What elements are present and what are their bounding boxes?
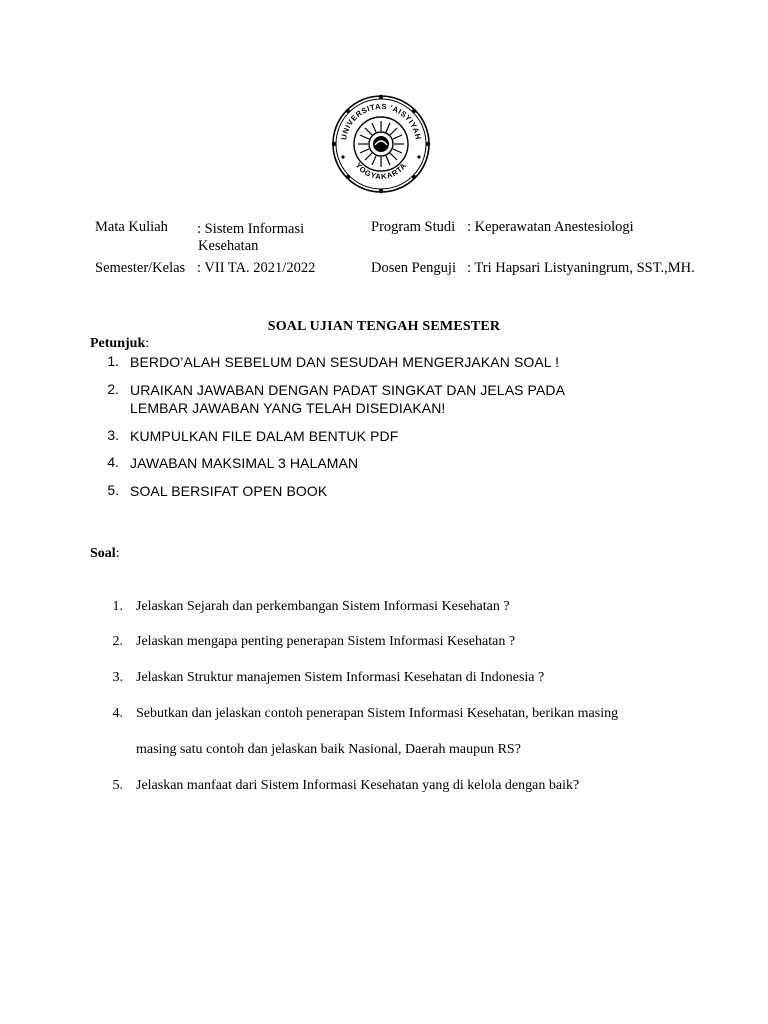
question-text: Jelaskan mengapa penting penerapan Sistem Informasi Kesehatan ? xyxy=(136,634,516,649)
program-studi-value: : Keperawatan Anestesiologi xyxy=(467,219,634,235)
petunjuk-heading xyxy=(90,336,149,352)
question-number: 1. xyxy=(112,599,123,614)
question-number: 3. xyxy=(112,670,123,685)
soal-heading xyxy=(90,546,120,562)
petunjuk-colon: : xyxy=(145,336,150,351)
logo-ring-text-top: UNIVERSITAS 'AISYIYAH xyxy=(339,101,423,141)
instruction-number: 2. xyxy=(107,381,119,397)
question-text: Jelaskan Struktur manajemen Sistem Informasi Kesehatan di Indonesia ? xyxy=(136,670,545,685)
instruction-number: 5. xyxy=(107,482,119,498)
soal-colon: : xyxy=(115,546,120,561)
dosen-value: : Tri Hapsari Listyaningrum, SST.,MH. xyxy=(467,260,695,276)
question-text: Sebutkan dan jelaskan contoh penerapan Sistem Informasi Kesehatan, berikan masing xyxy=(136,706,619,721)
mata-kuliah-label: Mata Kuliah xyxy=(95,219,168,235)
soal-label: Soal xyxy=(90,546,116,561)
university-logo xyxy=(330,93,432,195)
semester-label: Semester/Kelas xyxy=(95,260,186,276)
program-studi-label: Program Studi xyxy=(371,219,456,235)
petunjuk-label: Petunjuk xyxy=(90,336,146,351)
instruction-number: 1. xyxy=(107,353,119,369)
semester-value: : VII TA. 2021/2022 xyxy=(197,260,316,276)
instruction-text: URAIKAN JAWABAN DENGAN PADAT SINGKAT DAN JELAS PADA xyxy=(130,382,566,398)
university-seal-icon xyxy=(330,93,432,195)
instruction-number: 4. xyxy=(107,454,119,470)
instruction-number: 3. xyxy=(107,427,119,443)
instruction-text: LEMBAR JAWABAN YANG TELAH DISEDIAKAN! xyxy=(130,400,446,416)
question-text: Jelaskan manfaat dari Sistem Informasi Kesehatan yang di kelola dengan baik? xyxy=(136,778,580,793)
question-number: 2. xyxy=(112,634,123,649)
question-number: 4. xyxy=(112,706,123,721)
instruction-text: SOAL BERSIFAT OPEN BOOK xyxy=(130,483,328,499)
instruction-text: KUMPULKAN FILE DALAM BENTUK PDF xyxy=(130,428,399,444)
logo-ring-text-bottom: YOGYAKARTA xyxy=(353,160,409,182)
dosen-label: Dosen Penguji xyxy=(371,260,456,276)
mata-kuliah-value-line1: : Sistem Informasi xyxy=(197,221,305,237)
instruction-text: JAWABAN MAKSIMAL 3 HALAMAN xyxy=(130,455,359,471)
instruction-text: BERDO’ALAH SEBELUM DAN SESUDAH MENGERJAKAN SOAL ! xyxy=(130,354,560,370)
mata-kuliah-value-line2: Kesehatan xyxy=(198,238,259,254)
page-title: SOAL UJIAN TENGAH SEMESTER xyxy=(267,319,501,334)
question-number: 5. xyxy=(112,778,123,793)
question-text: masing satu contoh dan jelaskan baik Nasional, Daerah maupun RS? xyxy=(136,742,521,757)
question-text: Jelaskan Sejarah dan perkembangan Sistem Informasi Kesehatan ? xyxy=(136,599,510,614)
